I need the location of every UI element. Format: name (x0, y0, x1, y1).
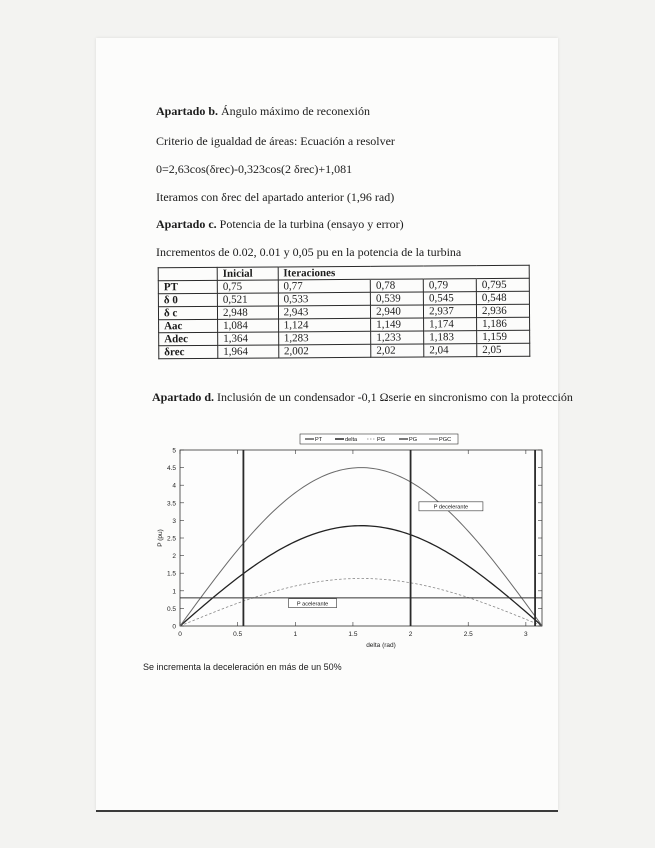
x-axis-label: delta (rad) (366, 642, 396, 649)
table-cell: 1,233 (371, 331, 424, 344)
table-cell: 0,545 (423, 292, 476, 305)
heading-apartado-d: Apartado d. Inclusión de un condensador -0,1 Ωserie en sincronismo con la protección (152, 390, 573, 404)
table-cell: 1,364 (218, 332, 279, 345)
table-cell: 2,948 (217, 306, 278, 319)
table-cell: 2,940 (371, 305, 424, 318)
row-label: δrec (159, 345, 218, 358)
table-cell: 1,183 (424, 331, 477, 344)
table-cell: 0,75 (217, 280, 278, 293)
y-tick-label: 1.5 (166, 570, 176, 578)
x-tick-label: 3 (524, 631, 528, 638)
row-label: δ 0 (158, 293, 217, 306)
row-label: δ c (158, 306, 217, 319)
x-tick-label: 2.5 (463, 631, 473, 638)
paper-sheet (96, 38, 558, 810)
y-tick-label: 0.5 (166, 605, 176, 613)
y-tick-label: 0 (172, 623, 176, 631)
table-cell: 1,124 (278, 318, 371, 332)
x-tick-label: 2 (408, 631, 413, 638)
y-tick-label: 2 (172, 553, 176, 561)
table-cell: 1,283 (278, 331, 371, 345)
iteration-line: Iteramos con δrec del apartado anterior (1,96 rad) (156, 190, 395, 204)
table-cell: 0,795 (476, 278, 529, 291)
table-cell: 1,084 (218, 319, 279, 332)
chart-svg (150, 428, 550, 660)
page-edge (96, 810, 558, 812)
y-tick-label: 4 (172, 482, 176, 490)
heading-apartado-b: Apartado b. Ángulo máximo de reconexión (156, 104, 370, 118)
figure-caption: Se incrementa la deceleración en más de un 50% (143, 662, 342, 672)
table-cell: 1,174 (424, 318, 477, 331)
increments-line: Incrementos de 0.02, 0.01 y 0,05 pu en la potencia de la turbina (156, 245, 462, 259)
table-cell: 0,533 (278, 292, 371, 306)
annotation-label: P decelerante (433, 504, 469, 511)
table-cell: 2,002 (278, 344, 371, 358)
row-label: PT (158, 280, 217, 293)
legend-label: PG (377, 437, 386, 444)
y-tick-label: 5 (172, 447, 176, 455)
table-cell: 0,548 (476, 291, 529, 304)
y-tick-label: 3.5 (166, 500, 176, 508)
legend-label: PG (409, 437, 418, 444)
table-cell: 1,149 (371, 318, 424, 331)
table-cell: 1,159 (477, 330, 530, 343)
table-cell: 2,936 (476, 304, 529, 317)
plot-area (180, 450, 542, 626)
table-corner (158, 267, 217, 280)
legend-label: delta (345, 437, 358, 444)
table-cell: 0,521 (217, 293, 278, 306)
header-blank (476, 265, 529, 278)
x-tick-label: 1.5 (348, 631, 358, 638)
x-tick-label: 0 (178, 631, 182, 638)
criterio-line: Criterio de igualdad de áreas: Ecuación a resolver (156, 134, 395, 148)
x-tick-label: 1 (293, 631, 298, 638)
y-tick-label: 4.5 (166, 465, 176, 473)
header-blank (370, 266, 423, 279)
table-cell: 2,937 (424, 305, 477, 318)
header-inicial: Inicial (217, 267, 278, 280)
legend-label: PGC (439, 437, 452, 444)
table-cell: 0,79 (423, 279, 476, 292)
equation-line: 0=2,63cos(δrec)-0,323cos(2 δrec)+1,081 (156, 162, 353, 176)
table-cell: 0,77 (278, 279, 371, 293)
results-table (158, 265, 531, 360)
table-cell: 1,964 (218, 345, 279, 358)
table-row (159, 343, 530, 359)
y-tick-label: 3 (172, 517, 176, 525)
y-axis-label: P (pu) (157, 529, 164, 547)
row-label: Adec (159, 332, 218, 345)
y-tick-label: 1 (172, 588, 176, 596)
table-cell: 0,539 (370, 292, 423, 305)
header-blank (423, 266, 476, 279)
table-cell: 1,186 (477, 317, 530, 330)
table-cell: 2,02 (371, 344, 424, 357)
x-tick-label: 0.5 (233, 631, 243, 638)
legend-label: PT (315, 437, 323, 444)
table-cell: 0,78 (370, 279, 423, 292)
annotation-label: P acelerante (296, 601, 329, 608)
table-cell: 2,05 (477, 343, 530, 356)
table-cell: 2,04 (424, 344, 477, 357)
power-angle-chart (150, 428, 550, 660)
heading-apartado-c: Apartado c. Potencia de la turbina (ensayo y error) (156, 217, 404, 231)
row-label: Aac (159, 319, 218, 332)
y-tick-label: 2.5 (166, 535, 176, 543)
table-cell: 2,943 (278, 305, 371, 319)
header-iteraciones: Iteraciones (278, 266, 371, 280)
